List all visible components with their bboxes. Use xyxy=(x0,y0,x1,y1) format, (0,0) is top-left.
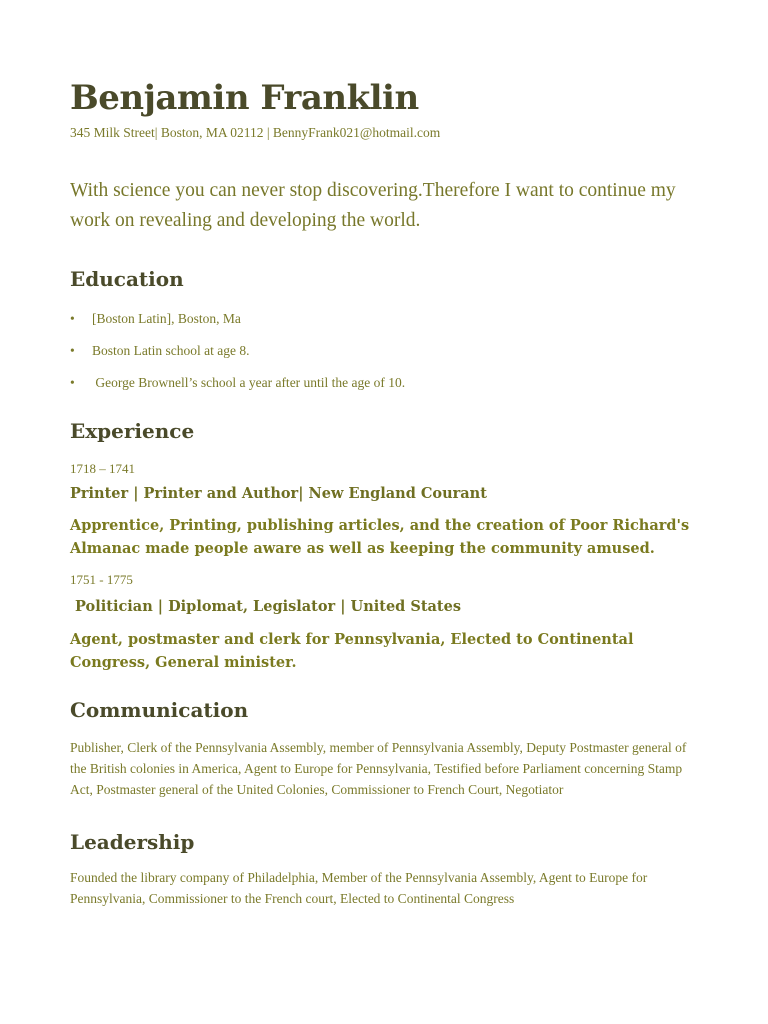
bullet-icon: • xyxy=(70,311,75,326)
contact-line: 345 Milk Street| Boston, MA 02112 | BennyFrank021@hotmail.com xyxy=(70,125,441,140)
job-title: Printer | Printer and Author| New England Courant xyxy=(70,485,487,502)
education-item xyxy=(70,375,405,391)
resume-name: Benjamin Franklin xyxy=(70,78,419,118)
experience-heading: Experience xyxy=(70,419,195,443)
education-heading: Education xyxy=(70,267,184,291)
education-item xyxy=(70,311,241,327)
bullet-icon: • xyxy=(70,375,75,390)
leadership-heading: Leadership xyxy=(70,830,195,854)
leadership-text: Founded the library company of Philadelphia, Member of the Pennsylvania Assembly, Agent to Europe for Pennsylvania, Commissioner to the French court, Elected to Continental Congress xyxy=(70,870,648,906)
job-title: Politician | Diplomat, Legislator | United States xyxy=(70,598,462,615)
job-dates: 1751 - 1775 xyxy=(70,572,133,587)
objective-statement: With science you can never stop discovering.Therefore I want to continue my work on revealing and developing the world. xyxy=(70,180,676,231)
bullet-icon: • xyxy=(70,343,75,358)
education-item-text: George Brownell’s school a year after until the age of 10. xyxy=(92,375,406,390)
education-item-text: [Boston Latin], Boston, Ma xyxy=(92,311,241,326)
job-dates: 1718 – 1741 xyxy=(70,461,135,476)
education-item-text: Boston Latin school at age 8. xyxy=(92,343,250,358)
education-item xyxy=(70,343,249,359)
job-description: Apprentice, Printing, publishing articles, and the creation of Poor Richard's Almanac made people aware as well as keeping the community amused. xyxy=(70,517,690,557)
communication-text: Publisher, Clerk of the Pennsylvania Assembly, member of Pennsylvania Assembly, Deputy Postmaster general of the British colonies in America, Agent to Europe for Pennsylvania, Testified before Parliament concerning Stamp Act, Postmaster general of the United Colonies, Commissioner to French Court, Negotiator xyxy=(70,740,687,797)
communication-heading: Communication xyxy=(70,698,249,722)
job-description: Agent, postmaster and clerk for Pennsylvania, Elected to Continental Congress, General minister. xyxy=(70,631,634,671)
